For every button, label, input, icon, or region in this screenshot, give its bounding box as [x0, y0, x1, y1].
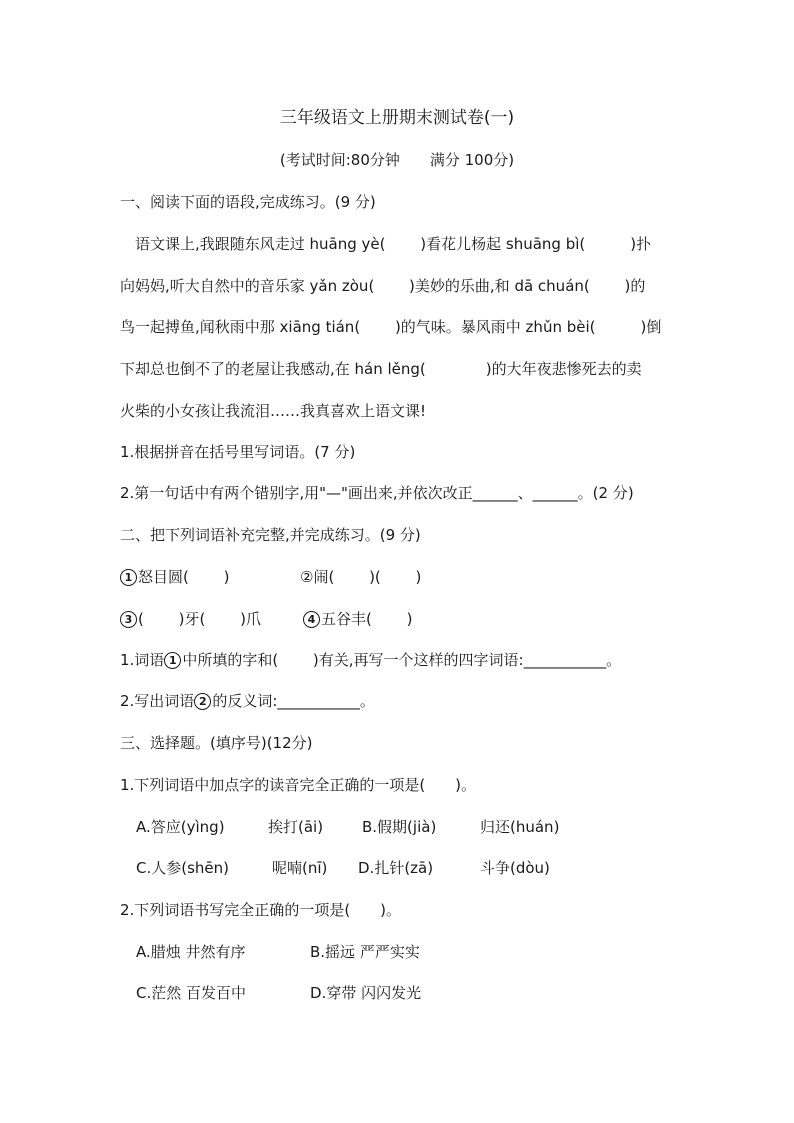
question-2-2-prefix: 2.写出词语 — [120, 692, 195, 710]
option-c-word-2: 呢喃(nī) — [272, 859, 328, 877]
option-c: C.茫然 百发百中 — [136, 984, 247, 1002]
option-d: D.穿带 闪闪发光 — [310, 984, 422, 1002]
word-item-4-text: 五谷丰( ) — [321, 610, 413, 628]
question-2-2 — [120, 691, 375, 711]
option-a-word-1: A.答应(yìng) — [136, 818, 225, 836]
word-item-3 — [120, 609, 261, 629]
question-3-1: 1.下列词语中加点字的读音完全正确的一项是( )。 — [120, 776, 477, 794]
option-d-word-2: 斗争(dòu) — [480, 859, 550, 877]
word-item-3-text: ( )牙( )爪 — [138, 610, 261, 628]
word-item-1-text: 怒目圆( ) — [138, 568, 230, 586]
circled-number-1: 1 — [120, 569, 137, 586]
question-2-1-suffix: 中所填的字和( )有关,再写一个这样的四字词语:___________。 — [182, 651, 622, 669]
option-c-word-1: C.人参(shēn) — [136, 859, 230, 877]
word-item-4 — [303, 609, 412, 629]
circled-number-4: 4 — [303, 611, 320, 628]
section-1-heading: 一、阅读下面的语段,完成练习。(9 分) — [120, 193, 376, 211]
circled-number-1: 1 — [164, 652, 181, 669]
question-2-1 — [120, 650, 621, 670]
question-1-1: 1.根据拼音在括号里写词语。(7 分) — [120, 443, 356, 461]
passage-line-1: 语文课上,我跟随东风走过 huāng yè( )看花儿杨起 shuāng bì( )扑 — [120, 235, 652, 253]
passage-line-4: 下却总也倒不了的老屋让我感动,在 hán lěng( )的大年夜悲惨死去的卖 — [120, 360, 642, 378]
section-2-heading: 二、把下列词语补充完整,并完成练习。(9 分) — [120, 526, 421, 544]
passage-line-5: 火柴的小女孩让我流泪……我真喜欢上语文课! — [120, 402, 427, 420]
word-item-2: ②闹( )( ) — [300, 568, 422, 586]
section-3-heading: 三、选择题。(填序号)(12分) — [120, 734, 313, 752]
option-b-word-1: B.假期(jià) — [362, 818, 437, 836]
question-2-2-suffix: 的反义词:___________。 — [212, 692, 375, 710]
question-2-1-prefix: 1.词语 — [120, 651, 165, 669]
word-item-1 — [120, 567, 229, 587]
question-1-2: 2.第一句话中有两个错别字,用"—"画出来,并依次改正______、______。(2 分) — [120, 484, 634, 502]
circled-number-2: 2 — [194, 693, 211, 710]
exam-info: (考试时间:80分钟 满分 100分) — [279, 151, 515, 169]
option-a-word-2: 挨打(āi) — [268, 818, 324, 836]
circled-number-3: 3 — [120, 611, 137, 628]
page-title: 三年级语文上册期末测试卷(一) — [279, 108, 515, 128]
question-3-2: 2.下列词语书写完全正确的一项是( )。 — [120, 901, 402, 919]
option-a: A.腊烛 井然有序 — [136, 943, 246, 961]
option-b-word-2: 归还(huán) — [480, 818, 560, 836]
option-d-word-1: D.扎针(zā) — [358, 859, 434, 877]
passage-line-3: 鸟一起搏鱼,闻秋雨中那 xiāng tián( )的气味。暴风雨中 zhǔn bèi( )倒 — [120, 318, 662, 336]
option-b: B.摇远 严严实实 — [310, 943, 420, 961]
passage-line-2: 向妈妈,听大自然中的音乐家 yǎn zòu( )美妙的乐曲,和 dā chuán( )的 — [120, 277, 646, 295]
